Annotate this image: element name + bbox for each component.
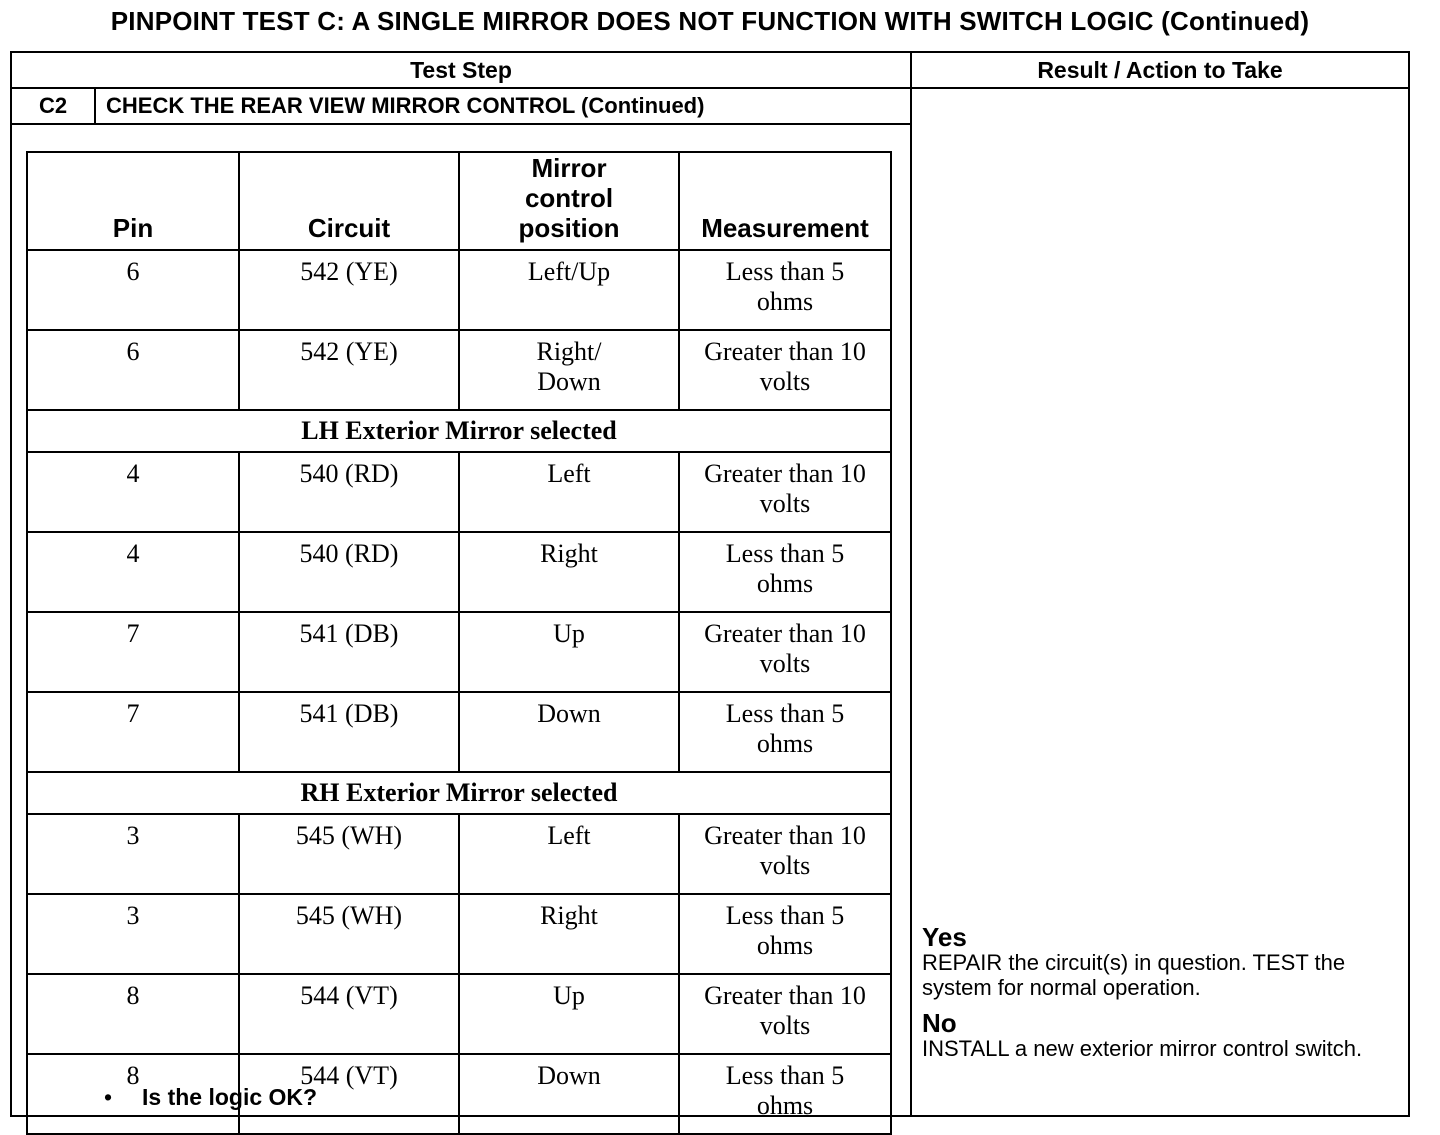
circuit-cell: 544 (VT) xyxy=(239,974,459,1054)
section-row xyxy=(27,772,891,814)
table-row xyxy=(27,894,891,974)
circuit-cell: 541 (DB) xyxy=(239,692,459,772)
measurement-cell: Greater than 10 volts xyxy=(679,974,891,1054)
page-title: PINPOINT TEST C: A SINGLE MIRROR DOES NOT FUNCTION WITH SWITCH LOGIC (Continued) xyxy=(110,6,1310,36)
section-label: LH Exterior Mirror selected xyxy=(27,410,891,452)
pin-cell: 8 xyxy=(27,1054,239,1134)
circuit-cell: 542 (YE) xyxy=(239,330,459,410)
pin-cell: 4 xyxy=(27,532,239,612)
table-row xyxy=(27,692,891,772)
circuit-cell: 540 (RD) xyxy=(239,532,459,612)
pin-cell: 7 xyxy=(27,692,239,772)
test-step-header: Test Step xyxy=(410,57,512,83)
table-row xyxy=(27,452,891,532)
measurement-cell: Less than 5 ohms xyxy=(679,532,891,612)
step-title: CHECK THE REAR VIEW MIRROR CONTROL (Continued) xyxy=(106,93,705,118)
circuit-cell: 542 (YE) xyxy=(239,250,459,330)
position-cell: Up xyxy=(459,612,679,692)
position-cell: Left xyxy=(459,452,679,532)
measurement-cell: Greater than 10 volts xyxy=(679,330,891,410)
question-text: Is the logic OK? xyxy=(142,1084,318,1110)
table-row xyxy=(27,612,891,692)
table-row xyxy=(27,250,891,330)
step-id: C2 xyxy=(38,93,68,118)
step-divider xyxy=(12,123,910,125)
step-id-divider xyxy=(94,89,96,123)
table-header-row xyxy=(27,152,891,250)
position-cell: Left xyxy=(459,814,679,894)
measurement-cell: Less than 5 ohms xyxy=(679,894,891,974)
column-header-pin: Pin xyxy=(27,152,239,250)
no-label: No xyxy=(922,1008,957,1038)
table-row xyxy=(27,814,891,894)
position-cell: Up xyxy=(459,974,679,1054)
column-header-circuit: Circuit xyxy=(239,152,459,250)
circuit-cell: 541 (DB) xyxy=(239,612,459,692)
position-cell: Right xyxy=(459,532,679,612)
pin-cell: 4 xyxy=(27,452,239,532)
column-header-position: Mirror control position xyxy=(459,152,679,250)
position-cell: Right xyxy=(459,894,679,974)
column-divider xyxy=(910,53,912,1115)
circuit-cell: 545 (WH) xyxy=(239,814,459,894)
pin-cell: 6 xyxy=(27,330,239,410)
measurement-cell: Greater than 10 volts xyxy=(679,612,891,692)
no-action: INSTALL a new exterior mirror control switch. xyxy=(922,1036,1363,1061)
pin-cell: 7 xyxy=(27,612,239,692)
yes-label: Yes xyxy=(922,922,967,952)
pin-cell: 3 xyxy=(27,814,239,894)
pin-cell: 8 xyxy=(27,974,239,1054)
section-row xyxy=(27,410,891,452)
table-row xyxy=(27,330,891,410)
yes-action: REPAIR the circuit(s) in question. TEST the system for normal operation. xyxy=(922,950,1346,1000)
measurement-table xyxy=(26,151,892,1135)
pin-cell: 6 xyxy=(27,250,239,330)
position-cell: Right/ Down xyxy=(459,330,679,410)
section-label: RH Exterior Mirror selected xyxy=(27,772,891,814)
position-cell: Down xyxy=(459,692,679,772)
measurement-cell: Less than 5 ohms xyxy=(679,1054,891,1134)
result-header: Result / Action to Take xyxy=(1037,57,1283,83)
pin-cell: 3 xyxy=(27,894,239,974)
column-header-measurement: Measurement xyxy=(679,152,891,250)
table-row xyxy=(27,974,891,1054)
measurement-cell: Greater than 10 volts xyxy=(679,814,891,894)
circuit-cell: 544 (VT) xyxy=(239,1054,459,1134)
measurement-cell: Less than 5 ohms xyxy=(679,692,891,772)
measurement-cell: Greater than 10 volts xyxy=(679,452,891,532)
table-row xyxy=(27,532,891,612)
circuit-cell: 540 (RD) xyxy=(239,452,459,532)
position-cell: Left/Up xyxy=(459,250,679,330)
circuit-cell: 545 (WH) xyxy=(239,894,459,974)
measurement-cell: Less than 5 ohms xyxy=(679,250,891,330)
position-cell: Down xyxy=(459,1054,679,1134)
question-bullet: • xyxy=(104,1084,113,1110)
